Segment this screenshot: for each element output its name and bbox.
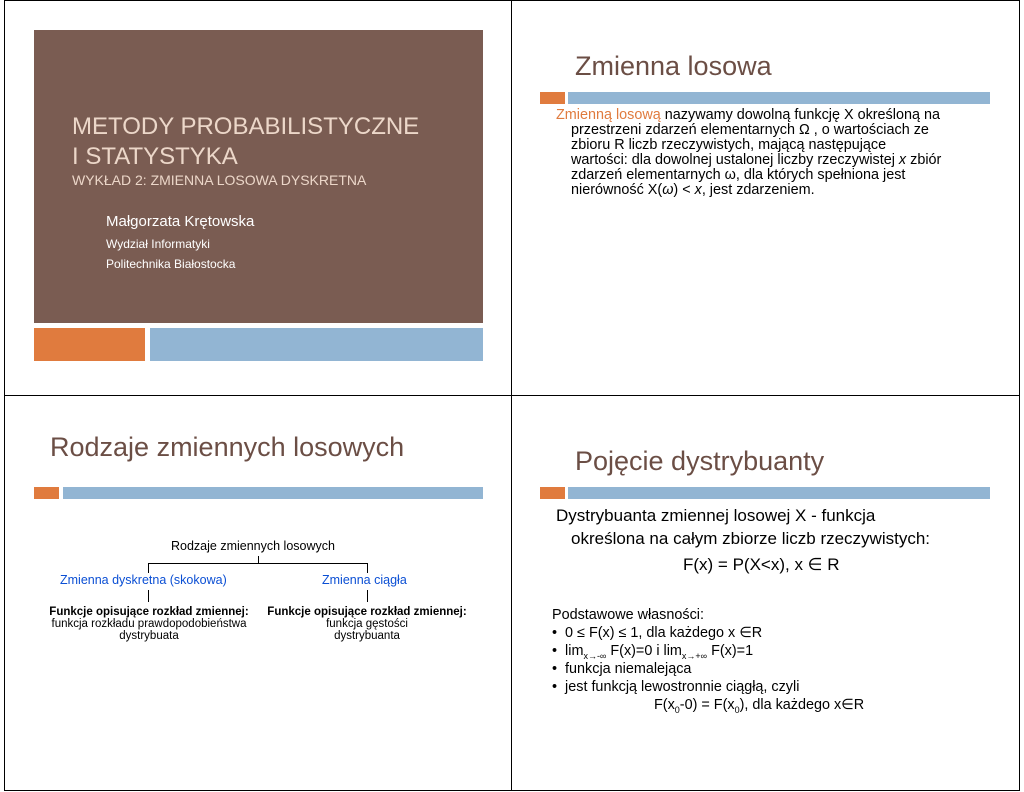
- property-1: • 0 ≤ F(x) ≤ 1, dla każdego x ∈R: [552, 625, 763, 641]
- formula: F(x) = P(X<x), x ∈ R: [683, 555, 840, 574]
- property-3: • funkcja niemalejąca: [552, 661, 692, 677]
- lecture-subtitle: WYKŁAD 2: ZMIENNA LOSOWA DYSKRETNA: [72, 172, 367, 188]
- header-bar-blue: [568, 487, 990, 499]
- discrete-variable-node: Zmienna dyskretna (skokowa): [60, 573, 227, 587]
- definition-line1: Dystrybuanta zmiennej losowej X - funkcja: [556, 506, 876, 525]
- accent-block-blue: [150, 328, 483, 361]
- department: Wydział Informatyki: [106, 237, 210, 251]
- definition-line4: wartości: dla dowolnej ustalonej liczby rzeczywistej x zbiór: [571, 152, 942, 168]
- slide-heading: Rodzaje zmiennych losowych: [50, 432, 405, 462]
- property-4: • jest funkcją lewostronnie ciągłą, czyli: [552, 679, 800, 695]
- slide-heading: Zmienna losowa: [575, 51, 772, 81]
- continuous-variable-node: Zmienna ciągła: [322, 573, 407, 587]
- course-title-line2: I STATYSTYKA: [72, 143, 238, 170]
- tree-connector: [367, 590, 368, 602]
- accent-block-orange: [34, 328, 145, 361]
- header-bar-orange: [34, 487, 59, 499]
- defined-term: Zmienną losową: [556, 107, 661, 123]
- definition-line6: nierówność X(ω) < x, jest zdarzeniem.: [571, 182, 815, 198]
- header-bar-blue: [568, 92, 990, 104]
- definition-line2: określona na całym zbiorze liczb rzeczywistych:: [571, 529, 931, 548]
- definition-line1: Zmienną losową nazywamy dowolną funkcję X określoną na: [556, 107, 940, 123]
- slide-title: [0, 0, 512, 396]
- property-2: • $\lim_{x\to-\infty} F(x)=0$ i $\lim_{x\to+\infty} F(x)=1$: [552, 643, 754, 661]
- discrete-functions-box: Funkcje opisujące rozkład zmiennej: funkcja rozkładu prawdopodobieństwa dystrybuata: [49, 606, 249, 642]
- definition-line5: zdarzeń elementarnych ω, dla których spełniona jest: [571, 167, 906, 183]
- slide-random-variable: [512, 0, 1024, 396]
- title-panel: [34, 30, 483, 323]
- header-bar-orange: [540, 487, 565, 499]
- tree-connector: [148, 563, 368, 564]
- university: Politechnika Białostocka: [106, 257, 236, 271]
- tree-connector: [367, 563, 368, 573]
- slide-heading: Pojęcie dystrybuanty: [575, 446, 825, 476]
- tree-root: Rodzaje zmiennych losowych: [171, 539, 335, 553]
- header-bar-blue: [63, 487, 483, 499]
- slide-variable-types: [0, 396, 512, 792]
- tree-connector: [148, 563, 149, 573]
- continuous-functions-box: Funkcje opisujące rozkład zmiennej: funkcja gęstości dystrybuanta: [267, 606, 467, 642]
- definition-line3: zbioru R liczb rzeczywistych, mającą następujące: [571, 137, 887, 153]
- properties-heading: Podstawowe własności:: [552, 607, 704, 623]
- header-bar-orange: [540, 92, 565, 104]
- author-name: Małgorzata Krętowska: [106, 213, 255, 230]
- tree-connector: [148, 590, 149, 602]
- course-title-line1: METODY PROBABILISTYCZNE: [72, 113, 420, 140]
- property-4-formula: $F(x_0-0) = F(x_0)$, dla każdego x∈R: [654, 697, 865, 715]
- definition-line2: przestrzeni zdarzeń elementarnych Ω , o wartościach ze: [571, 122, 929, 138]
- slide-distribution-function: [512, 396, 1024, 792]
